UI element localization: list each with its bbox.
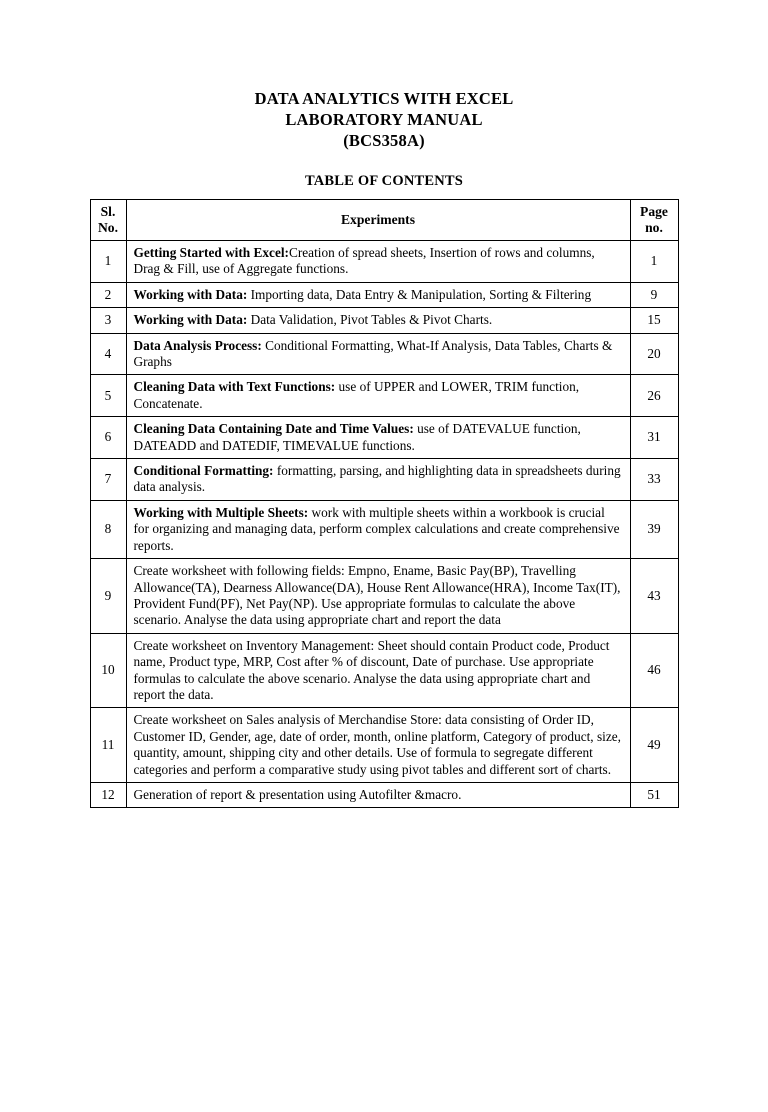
row-experiment-text: Importing data, Data Entry & Manipulation, Sorting & Filtering (247, 286, 592, 302)
row-experiment-title: Working with Multiple Sheets: (133, 504, 309, 520)
table-row (90, 500, 678, 558)
row-experiment-description (126, 459, 630, 501)
row-experiment-description (126, 308, 630, 333)
row-experiment-description (126, 708, 630, 783)
row-page-number: 46 (630, 633, 678, 708)
table-row (90, 708, 678, 783)
row-experiment-description (126, 559, 630, 634)
row-experiment-description (126, 417, 630, 459)
column-header-sl-no (90, 200, 126, 241)
row-experiment-text: use of DATEVALUE function, DATEADD and DATEDIF, TIMEVALUE functions. (133, 421, 581, 453)
row-experiment-text: Creation of spread sheets, Insertion of rows and columns, Drag & Fill, use of Aggregate functions. (133, 245, 595, 277)
row-page-number: 33 (630, 459, 678, 501)
table-row (90, 333, 678, 375)
table-row (90, 559, 678, 634)
row-experiment-text: Create worksheet with following fields: Empno, Ename, Basic Pay(BP), Travelling Allowance(TA), Dearness Allowance(DA), House Rent Allowance(HRA), Income Tax(IT), Provident Fund(PF), Net Pay(NP). Use appropriate formulas to calculate the above scenario. Analyse the data using appropriate chart and report the data (133, 563, 621, 628)
row-experiment-text: Data Validation, Pivot Tables & Pivot Charts. (247, 312, 493, 328)
row-experiment-text: use of UPPER and LOWER, TRIM function, Concatenate. (133, 379, 580, 411)
row-experiment-text: work with multiple sheets within a workbook is crucial for organizing and managing data, perform complex calculations and create comprehensive reports. (133, 504, 620, 553)
row-experiment-title: Getting Started with Excel: (133, 245, 289, 260)
row-experiment-title: Data Analysis Process: (133, 337, 262, 353)
row-page-number: 26 (630, 375, 678, 417)
title-line-3: (BCS358A) (343, 131, 425, 150)
table-row (90, 282, 678, 307)
row-experiment-text: formatting, parsing, and highlighting data in spreadsheets during data analysis. (133, 463, 621, 495)
row-page-number: 9 (630, 282, 678, 307)
row-experiment-title: Conditional Formatting: (133, 463, 274, 479)
row-serial-number: 12 (90, 782, 126, 807)
row-page-number: 31 (630, 417, 678, 459)
row-serial-number: 2 (90, 282, 126, 307)
row-experiment-description (126, 500, 630, 558)
table-row (90, 375, 678, 417)
document-page (0, 88, 768, 1112)
row-page-number: 15 (630, 308, 678, 333)
column-header-sl-no-line1: Sl. (100, 204, 116, 219)
table-row (90, 459, 678, 501)
row-page-number: 43 (630, 559, 678, 634)
table-row (90, 308, 678, 333)
column-header-sl-no-line2: No. (97, 220, 118, 235)
row-experiment-text: Create worksheet on Sales analysis of Merchandise Store: data consisting of Order ID, Customer ID, Gender, age, date of order, month, online platform, Category of product, size, quantity, amount, shipping city and other details. Use of formula to segregate different categories and perform a comparative study using pivot tables and different sort of charts. (133, 712, 621, 777)
column-header-experiments: Experiments (126, 200, 630, 241)
title-line-1: DATA ANALYTICS WITH EXCEL (254, 89, 514, 108)
row-page-number: 20 (630, 333, 678, 375)
row-serial-number: 3 (90, 308, 126, 333)
table-row (90, 782, 678, 807)
row-experiment-title: Working with Data: (133, 286, 248, 302)
row-experiment-description (126, 375, 630, 417)
row-page-number: 1 (630, 241, 678, 283)
toc-heading: TABLE OF CONTENTS (304, 173, 464, 189)
row-experiment-title: Cleaning Data with Text Functions: (133, 379, 336, 395)
row-experiment-text: Generation of report & presentation using Autofilter &macro. (133, 786, 462, 802)
column-header-page-line2: no. (645, 220, 663, 235)
column-header-page-line1: Page (640, 204, 668, 219)
row-serial-number: 8 (90, 500, 126, 558)
table-header-row (90, 200, 678, 241)
row-page-number: 51 (630, 782, 678, 807)
table-row (90, 417, 678, 459)
row-page-number: 39 (630, 500, 678, 558)
row-serial-number: 4 (90, 333, 126, 375)
row-experiment-title: Cleaning Data Containing Date and Time Values: (133, 421, 414, 437)
row-serial-number: 10 (90, 633, 126, 708)
row-experiment-description (126, 333, 630, 375)
row-serial-number: 6 (90, 417, 126, 459)
table-of-contents (90, 199, 679, 808)
column-header-page-no (630, 200, 678, 241)
row-serial-number: 1 (90, 241, 126, 283)
table-row (90, 241, 678, 283)
table-body (90, 241, 678, 808)
title-line-2: LABORATORY MANUAL (285, 110, 483, 129)
row-experiment-text: Create worksheet on Inventory Management: Sheet should contain Product code, Product name, Product type, MRP, Cost after % of discount, Date of purchase. Use appropriate formulas to calculate the above scenario. Analyse the data using appropriate chart and report the data. (133, 637, 610, 702)
row-serial-number: 7 (90, 459, 126, 501)
document-title-block (0, 88, 768, 151)
row-serial-number: 5 (90, 375, 126, 417)
row-experiment-text: Conditional Formatting, What-If Analysis, Data Tables, Charts & Graphs (133, 337, 613, 370)
row-serial-number: 9 (90, 559, 126, 634)
row-experiment-description (126, 241, 630, 283)
row-serial-number: 11 (90, 708, 126, 783)
row-experiment-title: Working with Data: (133, 312, 248, 328)
row-experiment-description (126, 282, 630, 307)
row-experiment-description (126, 782, 630, 807)
row-experiment-description (126, 633, 630, 708)
table-row (90, 633, 678, 708)
row-page-number: 49 (630, 708, 678, 783)
